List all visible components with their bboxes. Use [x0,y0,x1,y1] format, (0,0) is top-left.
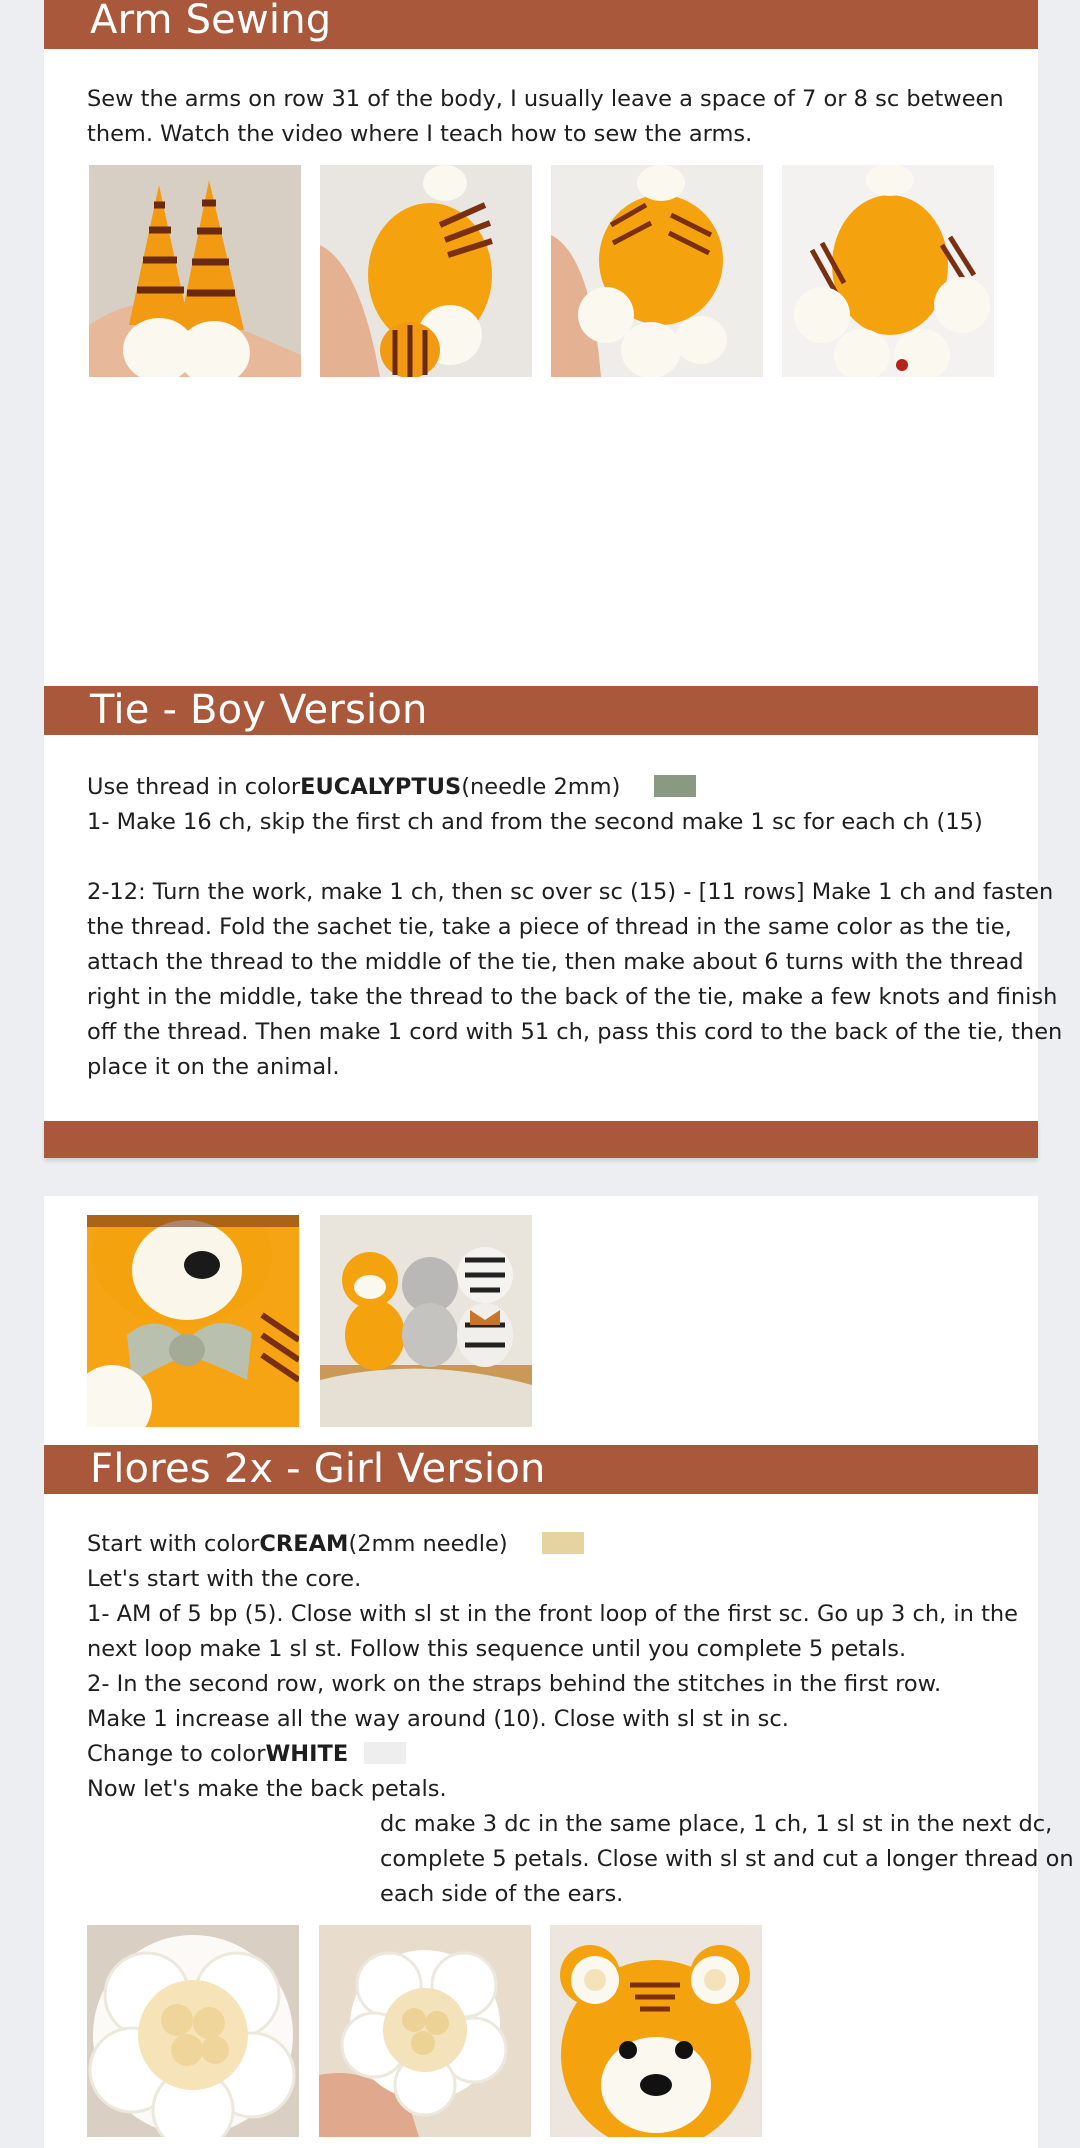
tie-row-2-line-1: 2-12: Turn the work, make 1 ch, then sc over sc (15) - [11 rows] Make 1 ch and fasten [87,879,1054,905]
flowers-indented-line-2: complete 5 petals. Close with sl st and cut a longer thread on [380,1846,1074,1872]
cream-flower-photo [87,1925,299,2137]
arm-sewing-header [44,0,1038,49]
tie-row-2-line-3: attach the thread to the middle of the tie, then make about 6 turns with the thread [87,949,1024,975]
flowers-core-line: Let's start with the core. [87,1566,362,1592]
tie-row-2-line-5: off the thread. Then make 1 cord with 51 ch, pass this cord to the back of the tie, then [87,1019,1063,1045]
eucalyptus-swatch [654,775,696,797]
flowers-change-line [87,1737,406,1772]
flowers-start-prefix: Start with color [87,1531,260,1557]
flowers-change-color: WHITE [265,1741,349,1767]
tie-thread-suffix: (needle 2mm) [461,774,621,800]
flowers-header [44,1445,1038,1494]
flowers-title: Flores 2x - Girl Version [90,1446,546,1492]
arm-sewing-title: Arm Sewing [90,0,332,43]
flowers-indented-line-3: each side of the ears. [380,1881,624,1907]
flowers-row-1-line-2: next loop make 1 sl st. Follow this sequence until you complete 5 petals. [87,1636,907,1662]
flowers-start-suffix: (2mm needle) [348,1531,508,1557]
striped-arms-photo [89,165,301,377]
tie-row-2-line-4: right in the middle, take the thread to the back of the tie, make a few knots and finish [87,984,1058,1010]
arm-paragraph-line-2: them. Watch the video where I teach how to sew the arms. [87,121,753,147]
animal-trio-photo [320,1215,532,1427]
arm-paragraph-line-1: Sew the arms on row 31 of the body, I usually leave a space of 7 or 8 sc between [87,86,1004,112]
tie-header [44,686,1038,735]
flowers-row-2-line-2: Make 1 increase all the way around (10). Close with sl st in sc. [87,1706,789,1732]
flowers-row-2-line-1: 2- In the second row, work on the straps behind the stitches in the first row. [87,1671,942,1697]
section-divider-bar [44,1121,1038,1158]
tie-row-2-line-2: the thread. Fold the sachet tie, take a piece of thread in the same color as the tie, [87,914,1012,940]
flowers-start-color: CREAM [259,1531,349,1557]
flower-hand-photo [319,1925,531,2137]
flowers-change-prefix: Change to color [87,1741,266,1767]
flowers-start-line [87,1527,584,1562]
tiger-bowtie-photo [87,1215,299,1427]
tiger-body-back-photo [551,165,763,377]
flowers-indented-line-1: dc make 3 dc in the same place, 1 ch, 1 sl st in the next dc, [380,1811,1053,1837]
tie-title: Tie - Boy Version [90,687,428,733]
tie-thread-line [87,770,696,805]
tiger-body-side-photo [320,165,532,377]
flowers-row-1-line-1: 1- AM of 5 bp (5). Close with sl st in the front loop of the first sc. Go up 3 ch, in the [87,1601,1019,1627]
tie-row-2-line-6: place it on the animal. [87,1054,340,1080]
tie-thread-prefix: Use thread in color [87,774,301,800]
tie-thread-color: EUCALYPTUS [300,774,462,800]
cream-swatch [542,1532,584,1554]
flowers-back-petals-line: Now let's make the back petals. [87,1776,447,1802]
white-swatch [364,1742,406,1764]
tiger-girl-flowers-photo [550,1925,762,2137]
tiger-body-front-photo [782,165,994,377]
tie-row-1: 1- Make 16 ch, skip the first ch and from the second make 1 sc for each ch (15) [87,809,983,835]
